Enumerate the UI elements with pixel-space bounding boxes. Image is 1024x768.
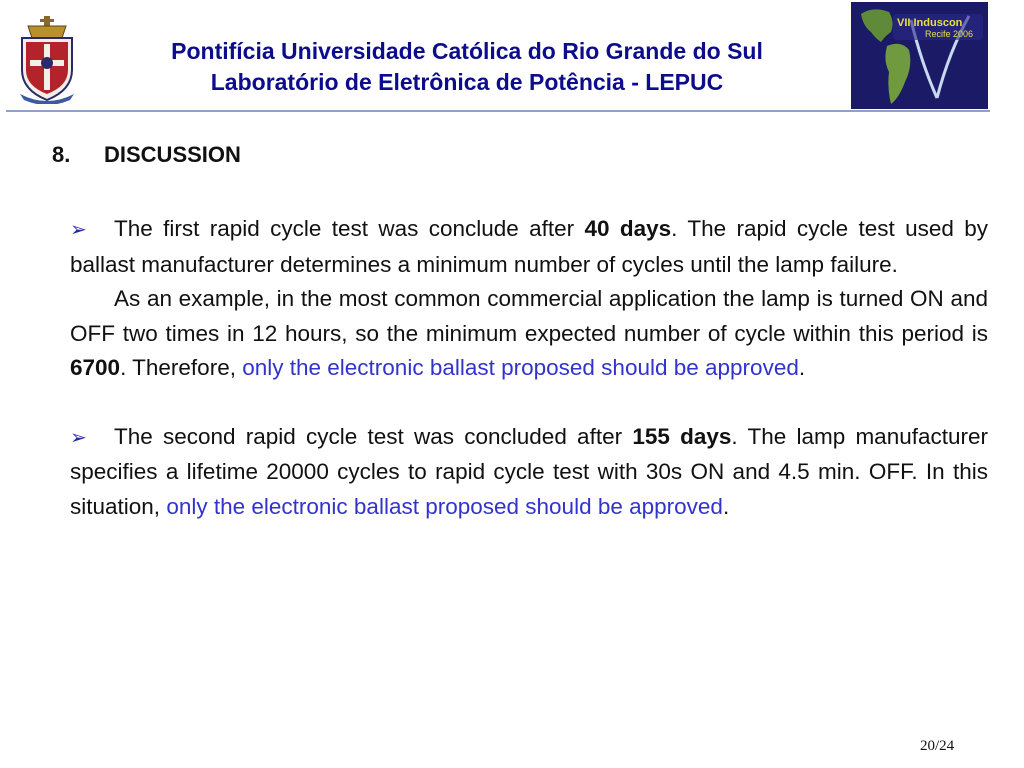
bullet-2-text-a: The second rapid cycle test was concluded after	[114, 423, 633, 449]
slide-body	[70, 212, 988, 524]
bullet-1-text-a: The first rapid cycle test was conclude after	[114, 216, 585, 241]
university-crest-icon	[18, 14, 76, 104]
bullet-1-paragraph-2	[70, 282, 988, 386]
bullet-1-paragraph-1	[70, 212, 988, 282]
bullet-arrow-icon: ➢	[70, 219, 87, 241]
university-name: Pontifícia Universidade Católica do Rio Grande do Sul	[171, 38, 763, 64]
bullet-2-text-b: . The lamp manufacturer specifies a lifetime 20000 cycles to rapid cycle test with 30s ON and 4.5 min. OFF. In this situation,	[70, 423, 988, 519]
conference-logo	[851, 2, 988, 109]
bullet-arrow-icon: ➢	[70, 426, 87, 449]
header-titles	[92, 36, 842, 98]
section-heading	[52, 142, 241, 168]
bullet-1-bold-cycles: 6700	[70, 355, 121, 380]
bullet-1-p2-text-a: As an example, in the most common commercial application the lamp is turned ON and OFF two times in 12 hours, so the minimum expected number of cycle within this period is	[70, 286, 988, 346]
bullet-1-bold-days: 40 days	[584, 216, 672, 241]
page-number: 20/24	[920, 738, 955, 754]
bullet-2-bold-days: 155 days	[632, 423, 732, 449]
conference-logo-icon	[851, 2, 988, 109]
laboratory-name: Laboratório de Eletrônica de Potência - LEPUC	[210, 69, 724, 95]
conference-title: VII Induscon	[897, 17, 963, 29]
bullet-2-end: .	[722, 493, 730, 519]
section-number: 8.	[52, 142, 71, 167]
slide-header	[0, 0, 1024, 112]
bullet-1-p2-text-b: . Therefore,	[120, 355, 243, 380]
header-divider	[6, 110, 990, 112]
bullet-2-conclusion: only the electronic ballast proposed should be approved	[166, 493, 723, 519]
bullet-2-paragraph	[70, 420, 988, 525]
bullet-1-text-b: . The rapid cycle test used by ballast manufacturer determines a minimum number of cycles until the lamp failure.	[70, 216, 988, 277]
bullet-1-p2-end: .	[798, 355, 806, 380]
bullet-1-conclusion: only the electronic ballast proposed should be approved	[242, 355, 799, 380]
section-title: DISCUSSION	[104, 142, 241, 167]
conference-subtitle: Recife 2006	[925, 29, 974, 39]
